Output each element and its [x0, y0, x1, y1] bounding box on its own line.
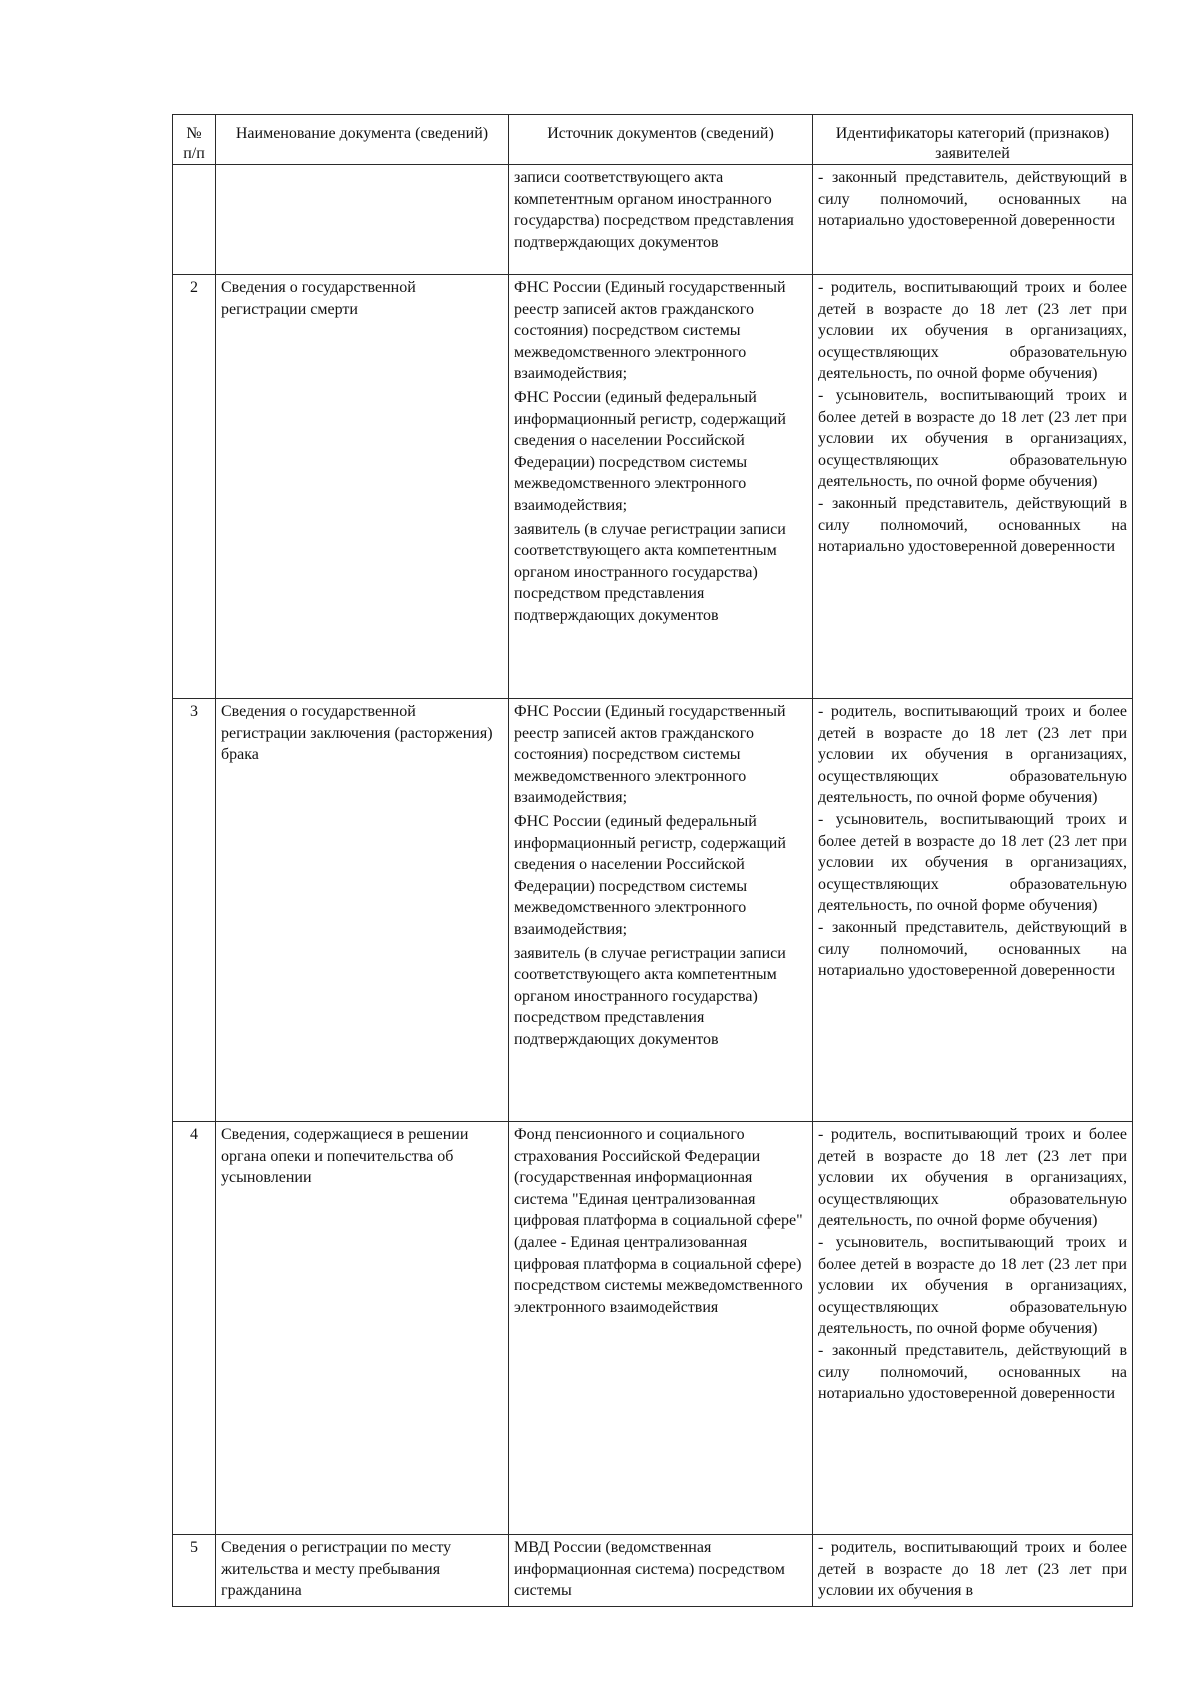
document-name	[216, 165, 509, 275]
source-paragraph: записи соответствующего акта компетентным органом иностранного государства) посредством представления подтверждающих документов	[514, 169, 794, 251]
header-num: № п/п	[173, 115, 216, 165]
source-paragraph: заявитель (в случае регистрации записи соответствующего акта компетентным органом иностранного государства) посредством представления подтверждающих документов	[514, 520, 786, 624]
document-source	[509, 1122, 813, 1535]
source-paragraph: ФНС России (Единый государственный реестр записей актов гражданского состояния) посредством системы межведомственного электронного взаимодействия;	[514, 279, 786, 383]
document-name: Сведения, содержащиеся в решении органа опеки и попечительства об усыновлении	[216, 1122, 509, 1535]
category-item: - законный представитель, действующий в силу полномочий, основанных на нотариально удостоверенной доверенности	[818, 169, 1127, 230]
header-document-source: Источник документов (сведений)	[509, 115, 813, 165]
row-number: 5	[173, 1535, 216, 1607]
category-item: - родитель, воспитывающий троих и более детей в возрасте до 18 лет (23 лет при условии их обучения в	[818, 1539, 1127, 1600]
document-name: Сведения о регистрации по месту жительства и месту пребывания гражданина	[216, 1535, 509, 1607]
document-source	[509, 275, 813, 699]
source-paragraph: ФНС России (единый федеральный информационный регистр, содержащий сведения о населении Российской Федерации) посредством системы межведомственного электронного взаимодействия;	[514, 812, 786, 938]
applicant-categories	[813, 1122, 1133, 1535]
header-document-name: Наименование документа (сведений)	[216, 115, 509, 165]
source-paragraph: заявитель (в случае регистрации записи соответствующего акта компетентным органом иностранного государства) посредством представления подтверждающих документов	[514, 944, 786, 1048]
table-row	[173, 1122, 1133, 1535]
category-item: - усыновитель, воспитывающий троих и более детей в возрасте до 18 лет (23 лет при условии их обучения в организациях, осуществляющих образовательную деятельность, по очной форме обучения)	[818, 386, 1127, 491]
document-source	[509, 1535, 813, 1607]
category-item: - законный представитель, действующий в силу полномочий, основанных на нотариально удостоверенной доверенности	[818, 918, 1127, 980]
category-item: - родитель, воспитывающий троих и более детей в возрасте до 18 лет (23 лет при условии их обучения в организациях, осуществляющих образовательную деятельность, по очной форме обучения)	[818, 279, 1127, 383]
row-number: 2	[173, 275, 216, 699]
applicant-categories	[813, 699, 1133, 1122]
category-item: - усыновитель, воспитывающий троих и более детей в возрасте до 18 лет (23 лет при условии их обучения в организациях, осуществляющих образовательную деятельность, по очной форме обучения)	[818, 1233, 1127, 1338]
row-number: 4	[173, 1122, 216, 1535]
category-item: - законный представитель, действующий в силу полномочий, основанных на нотариально удостоверенной доверенности	[818, 494, 1127, 556]
header-applicant-categories: Идентификаторы категорий (признаков) заявителей	[813, 115, 1133, 165]
table-row	[173, 1535, 1133, 1607]
header-row	[173, 115, 1133, 165]
table-header	[173, 115, 1133, 165]
source-paragraph: МВД России (ведомственная информационная система) посредством системы	[514, 1539, 785, 1600]
category-item: - родитель, воспитывающий троих и более детей в возрасте до 18 лет (23 лет при условии их обучения в организациях, осуществляющих образовательную деятельность, по очной форме обучения)	[818, 1126, 1127, 1230]
table-row	[173, 275, 1133, 699]
applicant-categories	[813, 165, 1133, 275]
source-paragraph: Фонд пенсионного и социального страхования Российской Федерации (государственная информационная система "Единая централизованная цифровая платформа в социальной сфере" (далее - Единая централизованная цифровая платформа в социальной сфере) посредством системы межведомственного электронного взаимодействия	[514, 1126, 803, 1316]
category-item: - усыновитель, воспитывающий троих и более детей в возрасте до 18 лет (23 лет при условии их обучения в организациях, осуществляющих образовательную деятельность, по очной форме обучения)	[818, 810, 1127, 915]
document-name: Сведения о государственной регистрации заключения (расторжения) брака	[216, 699, 509, 1122]
document-source	[509, 165, 813, 275]
category-item: - законный представитель, действующий в силу полномочий, основанных на нотариально удостоверенной доверенности	[818, 1341, 1127, 1403]
applicant-categories	[813, 1535, 1133, 1607]
row-number: 3	[173, 699, 216, 1122]
row-number	[173, 165, 216, 275]
source-paragraph: ФНС России (единый федеральный информационный регистр, содержащий сведения о населении Российской Федерации) посредством системы межведомственного электронного взаимодействия;	[514, 388, 786, 514]
documents-table	[172, 114, 1133, 1607]
category-item: - родитель, воспитывающий троих и более детей в возрасте до 18 лет (23 лет при условии их обучения в организациях, осуществляющих образовательную деятельность, по очной форме обучения)	[818, 703, 1127, 807]
source-paragraph: ФНС России (Единый государственный реестр записей актов гражданского состояния) посредством системы межведомственного электронного взаимодействия;	[514, 703, 786, 807]
document-source	[509, 699, 813, 1122]
applicant-categories	[813, 275, 1133, 699]
table-row	[173, 165, 1133, 275]
document-name: Сведения о государственной регистрации смерти	[216, 275, 509, 699]
table-row	[173, 699, 1133, 1122]
